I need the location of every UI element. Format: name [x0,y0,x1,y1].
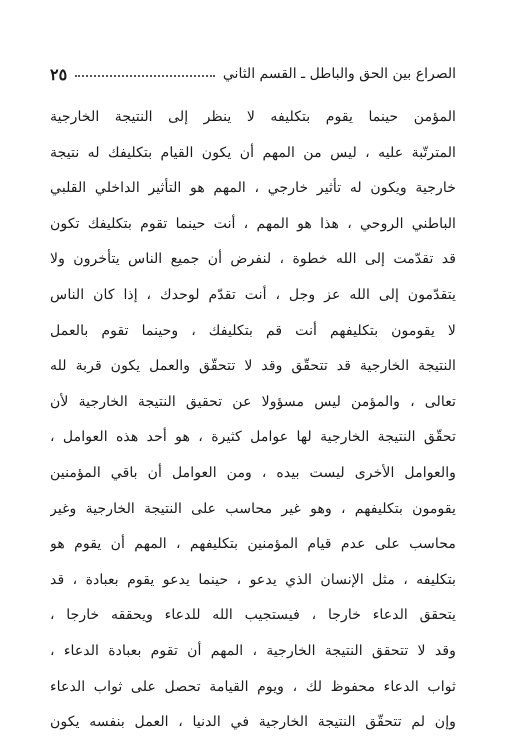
text-line: الباطني الروحي ، هذا هو المهم ، أنت حينما تقوم بتكليفك تكون [50,215,456,232]
running-header [50,60,456,88]
text-line: تحقّق النتيجة الخارجية لها عوامل كثيرة ، هو أحد هذه العوامل ، [50,429,456,446]
body-text [50,100,456,741]
text-line: يقومون بتكليفهم ، وهو غير محاسب على النتيجة الخارجية وغير [50,500,456,517]
text-line: تعالى ، والمؤمن ليس مسؤولا عن تحقيق النتيجة الخارجية لأن [50,393,456,410]
text-line: قد تقدّمت إلى الله خطوة ، لنفرض أن جميع الناس يتأخرون ولا [50,251,456,268]
text-line: والعوامل الأخرى ليست بيده ، ومن العوامل أن باقي المؤمنين [50,464,456,481]
text-line: المترتّبة عليه ، ليس من المهم أن يكون القيام بتكليفك له نتيجة [50,144,456,161]
dotted-leader [75,75,215,77]
text-line: وقد لا تتحقق النتيجة الخارجية ، المهم أن تقوم بعبادة الدعاء ، [50,642,456,659]
text-line: ثواب الدعاء محفوظ لك ، ويوم القيامة تحصل على ثواب الدعاء [50,678,456,695]
running-header-title: الصراع بين الحق والباطل ـ القسم الثاني [222,66,456,82]
text-line: وإن لم تتحقّق النتيجة الخارجية في الدنيا ، العمل بنفسه يكون [50,714,456,731]
text-line: يتقدّمون إلى الله عز وجل ، أنت تقدّم لوحدك ، إذا كان الناس [50,286,456,303]
page-number: ٢٥ [50,64,68,84]
text-line: بتكليفه ، مثل الإنسان الذي يدعو ، حينما يدعو يقوم بعبادة ، قد [50,571,456,588]
text-line: لا يقومون بتكليفهم أنت قم بتكليفك ، وحينما تقوم بالعمل [50,322,456,339]
text-line: المؤمن حينما يقوم بتكليفه لا ينظر إلى النتيجة الخارجية [50,109,456,125]
text-line: خارجية ويكون له تأثير خارجي ، المهم هو التأثير الداخلي القلبي [50,180,456,197]
text-line: محاسب على عدم قيام المؤمنين بتكليفهم ، المهم أن يقوم هو [50,536,456,553]
text-line: يتحقق الدعاء خارجا ، فيستجيب الله للدعاء ويحققه خارجا ، [50,607,456,624]
text-line: النتيجة الخارجية قد تتحقّق وقد لا تتحقّق والعمل يكون قربة لله [50,358,456,375]
